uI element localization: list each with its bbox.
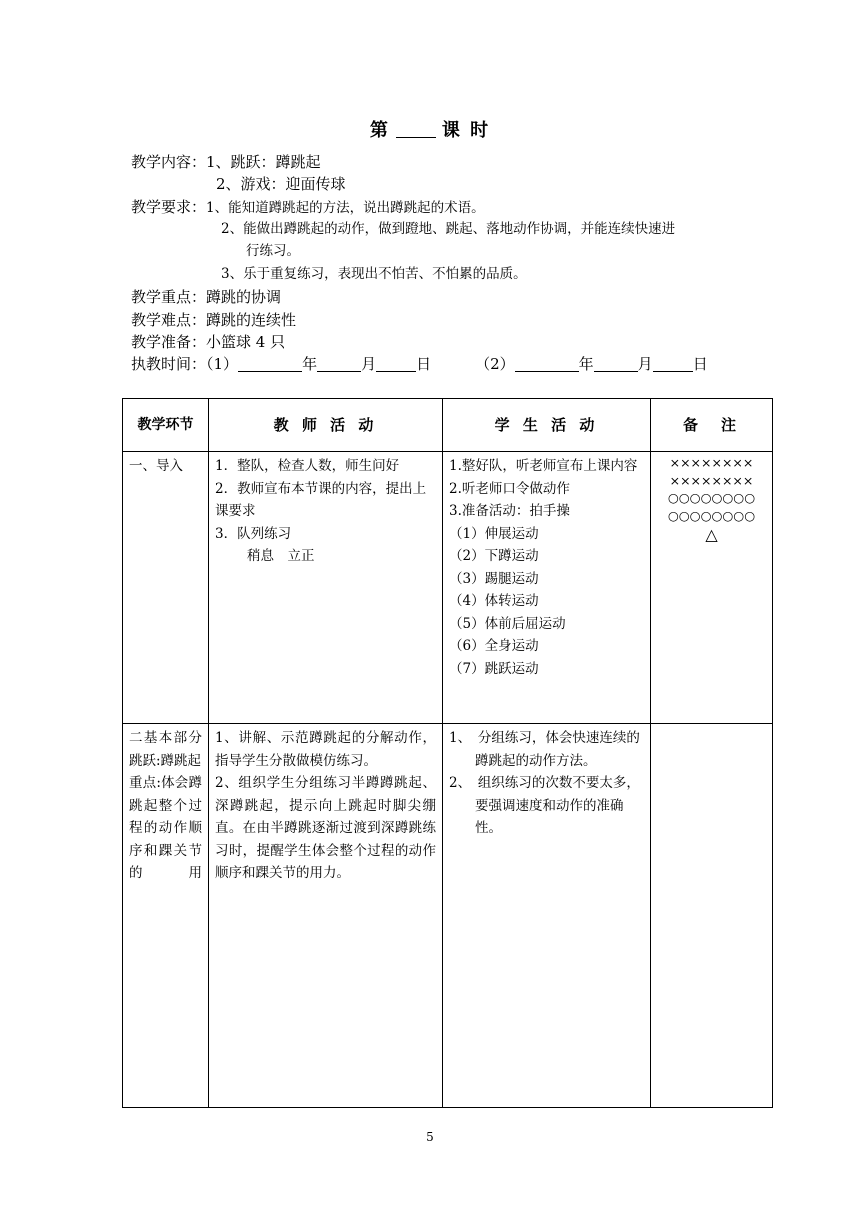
- section-intro-label: 一、导入: [129, 458, 183, 474]
- teacher-main-item-1: 1、讲解、示范蹲跳起的分解动作，指导学生分散做模仿练习。: [215, 730, 436, 769]
- warmup-item-3: （3）踢腿运动: [449, 570, 539, 587]
- day-blank-2[interactable]: [653, 355, 693, 372]
- content-item-1: 1、跳跃：蹲跳起: [206, 153, 321, 171]
- year-label-2: 年: [578, 355, 594, 373]
- requirements-line-1: [131, 196, 485, 219]
- section-cell-main: [123, 724, 209, 1108]
- student-cell-main: [443, 724, 651, 1108]
- section-main-focus: 重点:体会蹲跳起整个过程的动作顺序和踝关节的用: [129, 775, 202, 881]
- lesson-number-blank[interactable]: [396, 121, 436, 138]
- student-cell-intro: [443, 452, 651, 724]
- teacher-main-item-2: 2、组织学生分组练习半蹲蹲跳起、深蹲跳起，提示向上跳起时脚尖绷直。在由半蹲跳逐渐过渡到深蹲跳练习时，提醒学生体会整个过程的动作顺序和踝关节的用力。: [215, 775, 436, 881]
- month-label-1: 月: [361, 355, 377, 373]
- table-row: [123, 452, 773, 724]
- formation-row-cross-2: ××××××××: [669, 472, 754, 488]
- requirement-item-2a: 2、能做出蹲跳起的动作，做到蹬地、跳起、落地动作协调，并能连续快速进: [221, 221, 676, 237]
- student-intro-item-3: 3.准备活动：拍手操: [449, 503, 570, 519]
- key-point-line: [131, 286, 281, 308]
- difficulty-line: [131, 309, 296, 331]
- key-point-value: 蹲跳的协调: [206, 288, 282, 306]
- table-header-row: [123, 399, 773, 452]
- content-line-1: [131, 151, 321, 173]
- teacher-cell-main: [209, 724, 443, 1108]
- warmup-item-4: （4）体转运动: [449, 593, 539, 609]
- month-blank-2[interactable]: [594, 355, 638, 372]
- preparation-label: 教学准备：: [131, 333, 207, 351]
- year-blank-2[interactable]: [515, 355, 579, 372]
- requirements-label: 教学要求：: [131, 198, 207, 216]
- content-item-2: 2、游戏：迎面传球: [216, 175, 346, 193]
- page-number: 5: [426, 1130, 434, 1144]
- time-line: [131, 353, 708, 375]
- warmup-item-7: （7）跳跃运动: [449, 660, 539, 677]
- time-period-1: （1）: [206, 355, 239, 373]
- month-label-2: 月: [637, 355, 653, 373]
- header-student: 学 生 活 动: [443, 399, 651, 452]
- teacher-cell-intro: [209, 452, 443, 724]
- lesson-title: [0, 116, 860, 142]
- formation-row-circle-1: ○○○○○○○○: [667, 490, 756, 505]
- notes-cell-main: [651, 724, 773, 1108]
- table-row: [123, 724, 773, 1108]
- month-blank-1[interactable]: [317, 355, 361, 372]
- year-blank-1[interactable]: [238, 355, 302, 372]
- formation-row-circle-2: ○○○○○○○○: [667, 507, 756, 523]
- difficulty-value: 蹲跳的连续性: [206, 311, 297, 329]
- header-teacher: 教 师 活 动: [209, 399, 443, 452]
- preparation-value: 小篮球 4 只: [206, 333, 286, 351]
- day-label-2: 日: [692, 355, 708, 373]
- title-suffix: 课 时: [441, 120, 491, 141]
- teacher-intro-item-3: 3．队列练习: [215, 525, 292, 542]
- year-label-1: 年: [302, 355, 318, 373]
- requirement-item-2b: 行练习。: [246, 243, 300, 259]
- teacher-intro-item-1: 1．整队，检查人数，师生问好: [215, 458, 400, 474]
- day-blank-1[interactable]: [376, 355, 416, 372]
- student-intro-item-2: 2.听老师口令做动作: [449, 480, 570, 497]
- content-label: 教学内容：: [131, 153, 207, 171]
- header-notes: 备 注: [651, 399, 773, 452]
- time-period-2: （2）: [475, 355, 515, 373]
- teacher-triangle-icon: △: [705, 525, 718, 544]
- preparation-line: [131, 331, 285, 353]
- time-label: 执教时间：: [131, 355, 207, 373]
- warmup-item-6: （6）全身运动: [449, 638, 539, 654]
- student-intro-item-1: 1.整好队，听老师宣布上课内容: [449, 458, 638, 474]
- difficulty-label: 教学难点：: [131, 311, 207, 329]
- header-section: 教学环节: [123, 399, 209, 452]
- teacher-intro-item-2: 2．教师宣布本节课的内容，提出上课要求: [215, 480, 427, 519]
- day-label-1: 日: [416, 355, 432, 373]
- student-main-item-2: 2、 组织练习的次数不要太多，要强调速度和动作的准确性。: [449, 775, 640, 836]
- warmup-item-1: （1）伸展运动: [449, 525, 539, 542]
- lesson-plan-table: [122, 398, 773, 1108]
- section-main-topic: 跳跃:蹲跳起: [129, 752, 202, 769]
- key-point-label: 教学重点：: [131, 288, 207, 306]
- title-prefix: 第: [369, 120, 390, 141]
- warmup-item-5: （5）体前后屈运动: [449, 615, 566, 632]
- section-main-label: 二基本部分: [129, 730, 202, 746]
- teacher-intro-drill: 稍息 立正: [247, 548, 315, 564]
- section-cell-intro: [123, 452, 209, 724]
- warmup-item-2: （2）下蹲运动: [449, 548, 539, 564]
- formation-row-cross-1: ××××××××: [669, 455, 754, 470]
- student-main-item-1: 1、 分组练习，体会快速连续的蹲跳起的动作方法。: [449, 730, 640, 769]
- formation-diagram: [651, 452, 773, 724]
- requirement-item-3: 3、乐于重复练习，表现出不怕苦、不怕累的品质。: [221, 266, 527, 282]
- requirement-item-1: 1、能知道蹲跳起的方法，说出蹲跳起的术语。: [206, 200, 485, 216]
